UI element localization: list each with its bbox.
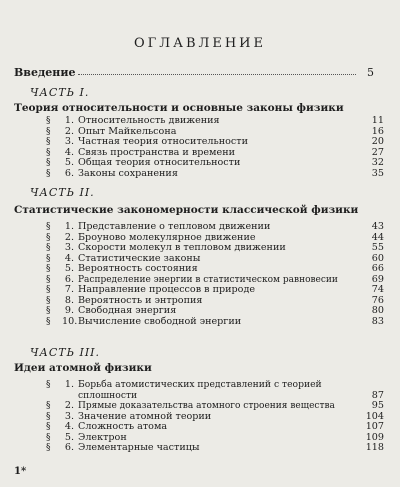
- list-item: § 6. Законы сохранения 35: [46, 167, 384, 179]
- list-item: § 7. Направление процессов в природе 74: [46, 284, 384, 295]
- list-item: § 1. Борьба атомистических представлений с теорией сплошности 87: [46, 379, 384, 401]
- list-item: § 4. Связь пространства и времени 27: [46, 146, 384, 158]
- list-item: § 4. Статистические законы 60: [46, 252, 384, 264]
- part-title: Идеи атомной физики: [14, 362, 152, 374]
- list-item: § 3. Значение атомной теории 104: [46, 410, 384, 422]
- intro-entry: [14, 66, 374, 79]
- part-label: ЧАСТЬ III.: [30, 346, 101, 359]
- list-item: § 3. Частная теория относительности 20: [46, 136, 384, 147]
- part-title: Теория относительности и основные законы физики: [14, 102, 344, 114]
- intro-page: 5: [367, 66, 374, 79]
- part-title: Статистические закономерности классической физики: [14, 204, 359, 216]
- list-item: § 5. Электрон 109: [46, 431, 384, 443]
- list-item: § 8. Вероятность и энтропия 76: [46, 294, 384, 306]
- list-item: § 5. Общая теория относительности 32: [46, 157, 384, 168]
- intro-label: Введение: [14, 66, 76, 79]
- list-item: § 2. Прямые доказательства атомного строения вещества 95: [46, 400, 384, 411]
- section-list: [0, 380, 400, 454]
- section-list: [0, 222, 400, 327]
- list-item: § 10. Вычисление свободной энергии 83: [46, 315, 384, 327]
- list-item: § 4. Сложность атома 107: [46, 421, 384, 432]
- list-item: § 1. Представление о тепловом движении 43: [46, 221, 384, 232]
- list-item: § 6. Элементарные частицы 118: [46, 442, 384, 453]
- list-item: § 3. Скорости молекул в тепловом движении 55: [46, 242, 384, 253]
- list-item: § 2. Броуново молекулярное движение 44: [46, 231, 384, 243]
- part-label: ЧАСТЬ I.: [30, 86, 90, 99]
- list-item: § 6. Распределение энергии в статистическом равновесии 69: [46, 273, 384, 285]
- part-label: ЧАСТЬ II.: [30, 186, 95, 199]
- list-item: § 9. Свободная энергия 80: [46, 305, 384, 316]
- section-list: [0, 116, 400, 179]
- toc-title: ОГЛАВЛЕНИЕ: [133, 36, 266, 51]
- list-item: § 1. Относительность движения 11: [46, 115, 384, 126]
- signature-mark: 1*: [14, 466, 27, 477]
- list-item: § 2. Опыт Майкельсона 16: [46, 125, 384, 137]
- list-item: § 5. Вероятность состояния 66: [46, 263, 384, 274]
- dot-leader: [78, 74, 356, 75]
